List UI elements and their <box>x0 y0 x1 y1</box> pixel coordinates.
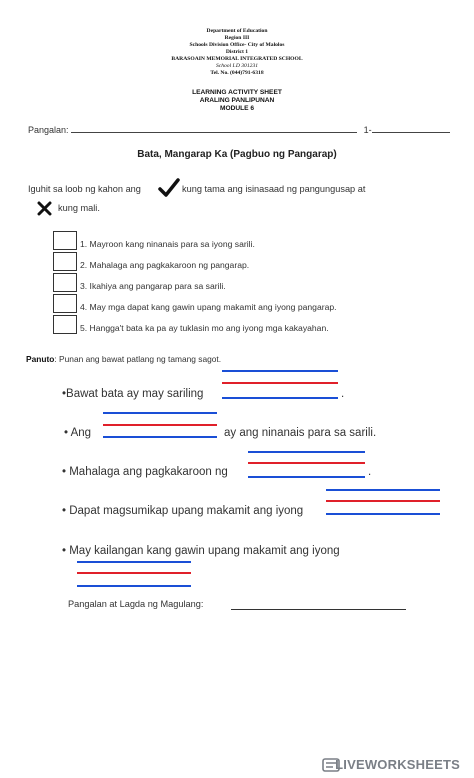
answer-box-2[interactable] <box>53 252 77 271</box>
answer-blank-3[interactable] <box>248 476 365 478</box>
header-line: Schools Division Office- City of Malolos <box>189 42 285 48</box>
statement-5: 5. Hangga't bata ka pa ay tuklasin mo ang iyong mga kakayahan. <box>80 323 329 333</box>
instruction-part3: kung mali. <box>58 203 100 213</box>
answer-line-blue <box>248 451 365 453</box>
sentence-3-end: . <box>368 466 372 478</box>
answer-box-3[interactable] <box>53 273 77 292</box>
subject: ARALING PANLIPUNAN <box>199 97 275 104</box>
answer-line-blue <box>222 370 338 372</box>
sheet-type: LEARNING ACTIVITY SHEET <box>192 89 282 96</box>
answer-blank-4[interactable] <box>326 513 440 515</box>
answer-box-5[interactable] <box>53 315 77 334</box>
header-line: Department of Education <box>206 28 268 34</box>
answer-line-blue <box>103 412 217 414</box>
answer-line-blue <box>77 561 191 563</box>
module: MODULE 6 <box>219 105 255 112</box>
header-line: BARASOAIN MEMORIAL INTEGRATED SCHOOL <box>171 56 303 62</box>
parent-signature-label: Pangalan at Lagda ng Magulang: <box>68 599 204 609</box>
header-line: District 1 <box>225 49 249 55</box>
sentence-1: •Bawat bata ay may sariling <box>62 388 204 400</box>
directions-text: : Punan ang bawat patlang ng tamang sagot. <box>54 354 222 364</box>
statement-3: 3. Ikahiya ang pangarap para sa sarili. <box>80 281 226 291</box>
brand-name: LIVEWORKSHEETS <box>335 757 460 772</box>
answer-line-red <box>248 462 365 464</box>
answer-blank-2[interactable] <box>103 436 217 438</box>
answer-blank-1[interactable] <box>222 397 338 399</box>
answer-line-blue <box>326 489 440 491</box>
section-blank[interactable] <box>372 132 450 133</box>
parent-signature-line[interactable] <box>231 609 406 610</box>
grade-label: 1- <box>363 125 372 135</box>
name-label: Pangalan: <box>28 125 69 135</box>
header-line: School I.D 301231 <box>215 63 259 69</box>
statement-1: 1. Mayroon kang ninanais para sa iyong sarili. <box>80 239 255 249</box>
answer-blank-5[interactable] <box>77 585 191 587</box>
name-blank[interactable] <box>71 132 357 133</box>
check-icon <box>158 178 180 198</box>
header-line: Region III <box>224 35 250 41</box>
sentence-2: • Ang <box>64 427 92 439</box>
answer-line-red <box>222 382 338 384</box>
statement-4: 4. May mga dapat kang gawin upang makamit ang iyong pangarap. <box>80 302 337 312</box>
statement-2: 2. Mahalaga ang pagkakaroon ng pangarap. <box>80 260 250 270</box>
answer-line-red <box>77 572 191 574</box>
answer-box-4[interactable] <box>53 294 77 313</box>
header-line: Tel. No. (044)791-6318 <box>210 70 264 76</box>
school-header <box>0 28 474 77</box>
sentence-3: • Mahalaga ang pagkakaroon ng <box>62 466 228 478</box>
sheet-header <box>0 89 474 113</box>
name-row <box>28 125 450 135</box>
instruction-part2: kung tama ang isinasaad ng pangungusap at <box>182 184 366 194</box>
directions <box>26 354 221 364</box>
directions-label: Panuto <box>26 354 55 364</box>
x-mark-icon <box>37 201 52 216</box>
sentence-1-end: . <box>341 388 345 400</box>
answer-box-1[interactable] <box>53 231 77 250</box>
page-title: Bata, Mangarap Ka (Pagbuo ng Pangarap) <box>137 149 337 160</box>
answer-line-red <box>326 500 440 502</box>
sentence-5: • May kailangan kang gawin upang makamit ang iyong <box>62 545 340 557</box>
answer-line-red <box>103 424 217 426</box>
sentence-2-end: ay ang ninanais para sa sarili. <box>224 427 377 439</box>
sentence-4: • Dapat magsumikap upang makamit ang iyong <box>62 505 304 517</box>
instruction-part1: Iguhit sa loob ng kahon ang <box>28 184 141 194</box>
